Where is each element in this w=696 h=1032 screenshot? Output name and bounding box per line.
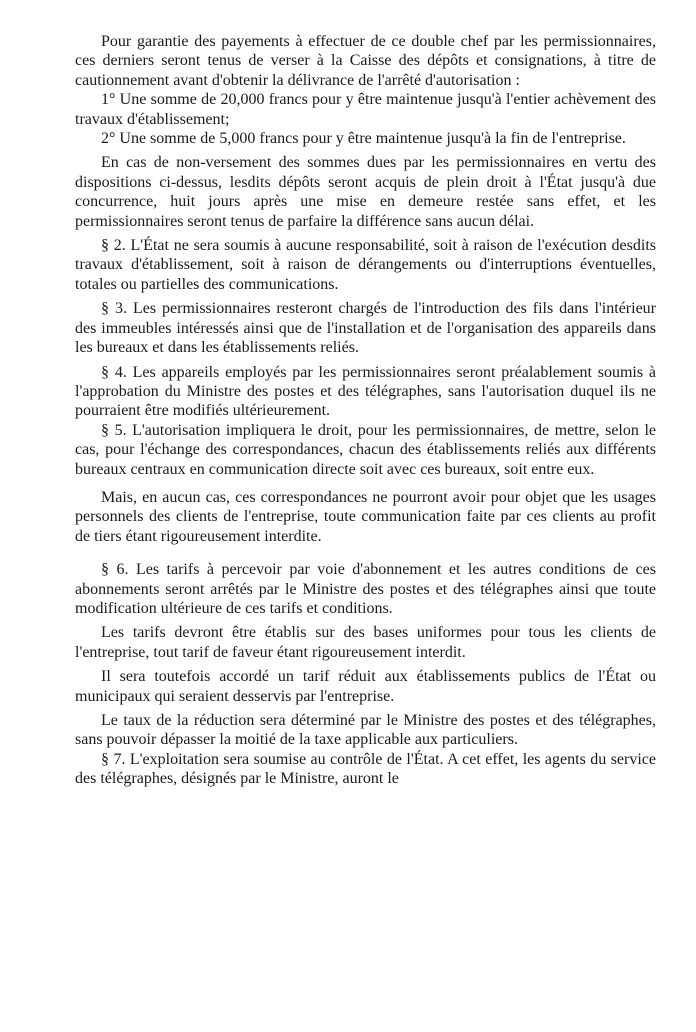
paragraph-guarantee: Pour garantie des payements à effectuer de ce double chef par les permissionnaires, ces derniers seront tenus de verser à la Caisse des dépôts et consignations, à titre de cautionnement avant d'obtenir la délivrance de l'arrêté d'autorisation :: [75, 33, 656, 89]
paragraph-correspondences: Mais, en aucun cas, ces correspondances ne pourront avoir pour objet que les usages personnels des clients de l'entreprise, toute communication faite par ces clients au profit de tiers étant rigoureusement interdite.: [75, 488, 656, 545]
paragraph-reduced-tariff: Il sera toutefois accordé un tarif réduit aux établissements publics de l'État ou municipaux qui seraient desservis par l'entreprise.: [75, 668, 656, 705]
paragraph-item-1: 1° Une somme de 20,000 francs pour y être maintenue jusqu'à l'entier achèvement des travaux d'établissement;: [75, 91, 656, 128]
paragraph-section-2: § 2. L'État ne sera soumis à aucune responsabilité, soit à raison de l'exécution desdits travaux d'établissement, soit à raison de dérangements ou d'interruptions éventuelles, totales ou partielles des communications.: [75, 237, 656, 293]
paragraph-section-5: § 5. L'autorisation impliquera le droit, pour les permissionnaires, de mettre, selon le cas, pour l'échange des correspondances, chacun des établissements reliés aux différents bureaux centraux en communication directe soit avec ces bureaux, soit entre eux.: [75, 421, 656, 478]
paragraph-non-payment: En cas de non-versement des sommes dues par les permissionnaires en vertu des dispositions ci-dessus, lesdits dépôts seront acquis de plein droit à l'État jusqu'à due concurrence, huit jours après une mise en demeure restée sans effet, et les permissionnaires seront tenus de parfaire la différence sans aucun délai.: [75, 154, 656, 230]
paragraph-section-3: § 3. Les permissionnaires resteront chargés de l'introduction des fils dans l'intérieur des immeubles intéressés ainsi que de l'installation et de l'organisation des appareils dans les bureaux et dans les établissements reliés.: [75, 300, 656, 357]
paragraph-section-4: § 4. Les appareils employés par les permissionnaires seront préalablement soumis à l'approbation du Ministre des postes et des télégraphes, sans l'autorisation duquel ils ne pourraient être modifiés ultérieurement.: [75, 363, 656, 420]
paragraph-section-6: § 6. Les tarifs à percevoir par voie d'abonnement et les autres conditions de ces abonnements seront arrêtés par le Ministre des postes et des télégraphes ainsi que toute modification ultérieure de ces tarifs et conditions.: [75, 561, 656, 617]
paragraph-section-7: § 7. L'exploitation sera soumise au contrôle de l'État. A cet effet, les agents du service des télégraphes, désignés par le Ministre, auront le: [75, 750, 656, 788]
paragraph-reduction-rate: Le taux de la réduction sera déterminé par le Ministre des postes et des télégraphes, sans pouvoir dépasser la moitié de la taxe applicable aux particuliers.: [75, 712, 656, 749]
paragraph-item-2: 2° Une somme de 5,000 francs pour y être maintenue jusqu'à la fin de l'entreprise.: [101, 130, 626, 148]
paragraph-tariffs-uniform: Les tarifs devront être établis sur des bases uniformes pour tous les clients de l'entreprise, tout tarif de faveur étant rigoureusement interdit.: [75, 624, 656, 661]
